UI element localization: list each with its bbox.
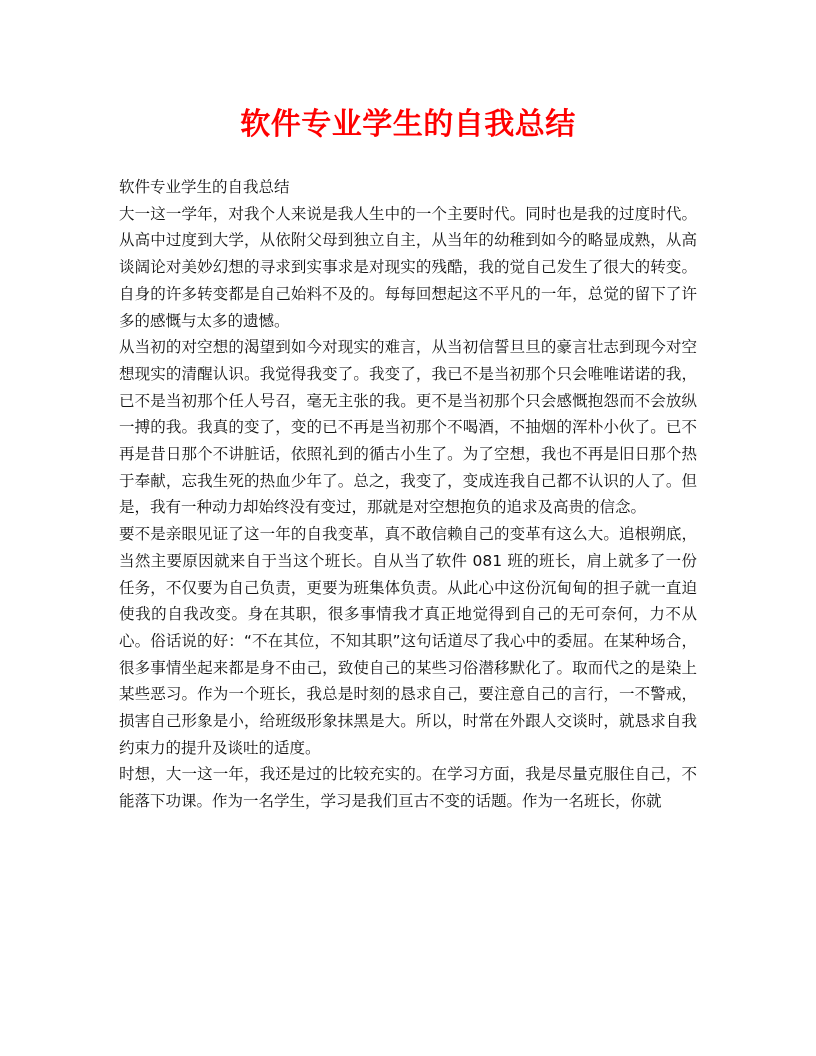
document-title: 软件专业学生的自我总结 [240, 107, 576, 142]
body-subtitle: 软件专业学生的自我总结 [119, 178, 290, 196]
body-paragraph-3: 要不是亲眼见证了这一年的自我变革，真不敢信赖自己的变革有这么大。追根朔底，当然主要原因就来自于当这个班长。自从当了软件 081 班的班长，肩上就多了一份任务，不仅要为自己负责，更要为班集体负责。从此心中这份沉甸甸的担子就一直迫使我的自我改变。身在其职，很多事情我才真正地觉得到自己的无可奈何，力不从心。俗话说的好：“不在其位，不知其职”这句话道尽了我心中的委屈。在某种场合，很多事情坐起来都是身不由己，致使自己的某些习俗潜移默化了。取而代之的是染上某些恶习。作为一个班长，我总是时刻的恳求自己，要注意自己的言行，一不警戒，损害自己形象是小，给班级形象抹黑是大。所以，时常在外跟人交谈时，就恳求自我约束力的提升及谈吐的适度。 [119, 525, 697, 757]
document-body [119, 174, 697, 815]
body-paragraph-1: 大一这一学年，对我个人来说是我人生中的一个主要时代。同时也是我的过度时代。从高中过度到大学，从依附父母到独立自主，从当年的幼稚到如今的略显成熟，从高谈阔论对美妙幻想的寻求到实事求是对现实的残酷，我的觉自己发生了很大的转变。自身的许多转变都是自己始料不及的。每每回想起这不平凡的一年，总觉的留下了许多的感慨与太多的遗憾。 [119, 204, 697, 330]
body-paragraph-4: 时想，大一这一年，我还是过的比较充实的。在学习方面，我是尽量克服住自己，不能落下功课。作为一名学生，学习是我们亘古不变的话题。作为一名班长，你就 [119, 765, 697, 811]
body-paragraph-2: 从当初的对空想的渴望到如今对现实的难言，从当初信誓旦旦的豪言壮志到现今对空想现实的清醒认识。我觉得我变了。我变了，我已不是当初那个只会唯唯诺诺的我，已不是当初那个任人号召，毫无主张的我。更不是当初那个只会感慨抱怨而不会放纵一搏的我。我真的变了，变的已不再是当初那个不喝酒，不抽烟的浑朴小伙了。已不再是昔日那个不讲脏话，依照礼到的循古小生了。为了空想，我也不再是旧日那个热于奉献，忘我生死的热血少年了。总之，我变了，变成连我自己都不认识的人了。但是，我有一种动力却始终没有变过，那就是对空想抱负的追求及高贵的信念。 [119, 338, 697, 517]
